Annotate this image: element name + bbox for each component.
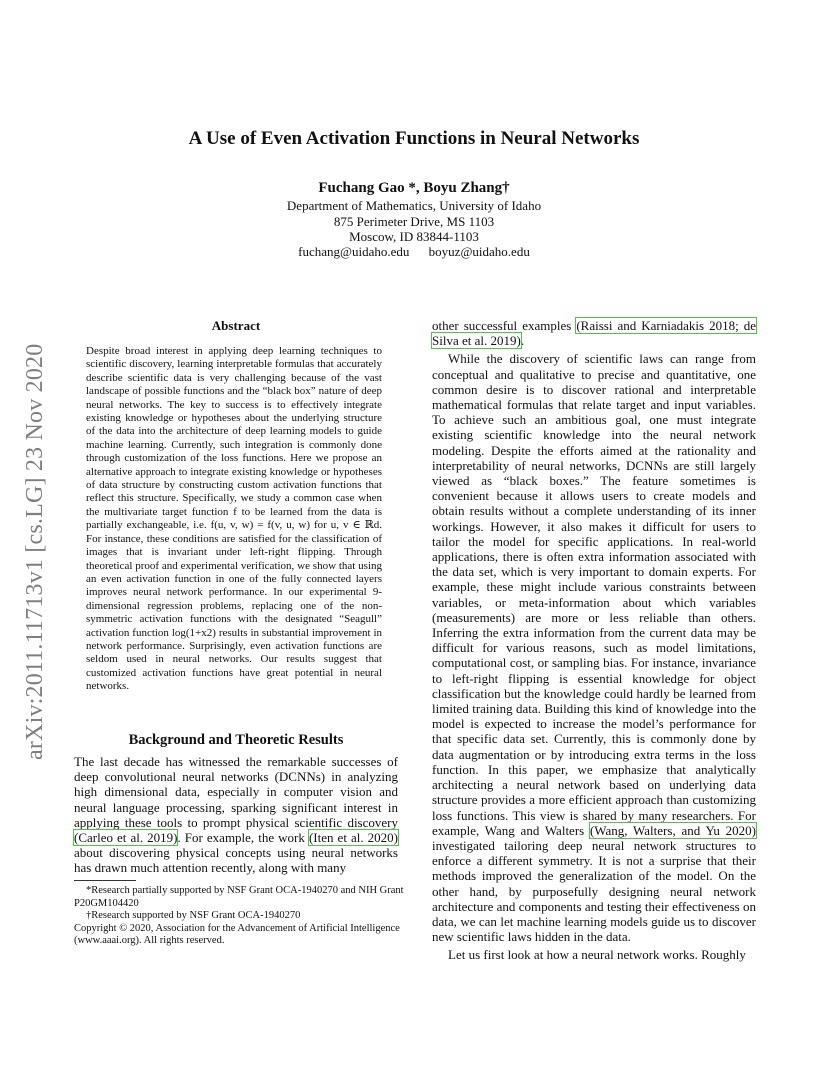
citation-link[interactable]: (Raissi and Karniadakis 2018; de Silva et al. 2019) bbox=[432, 318, 756, 349]
email-link[interactable]: fuchang@uidaho.edu bbox=[298, 244, 410, 259]
body-text: . bbox=[520, 333, 525, 349]
affiliation-line: 875 Perimeter Drive, MS 1103 bbox=[333, 214, 495, 229]
affiliation-line: Moscow, ID 83844-1103 bbox=[349, 229, 479, 244]
body-text: about discovering physical concepts using neural networks has drawn much attention recently, along with many bbox=[74, 845, 398, 876]
body-text: While the discovery of scientific laws can range from conceptual and qualitative to precise and quantitative, one common desire is to discover rational and interpretable mathematical formulas that relate target and input variables. To achieve such an ambitious goal, one must integrate existing scientific knowledge into the neural network modeling. Despite the efforts aimed at the rationality and interpretability of neural networks, DCNNs are still largely viewed as “black boxes.” The feature sometimes is convenient because it allows users to create models and obtain results without a complete understanding of its inner workings. However, it also makes it difficult for users to tailor the model for specific applications. In real-world applications, there is often extra information associated with the data set, which is very important to domain experts. For example, these might include various constraints between variables, or meta-information about which variables (measurements) are more or less reliable than others. Inferring the extra information from the current data may be difficult for various reasons, such as model limitations, computational cost, or sampling bias. For instance, invariance to left-right flipping is essential knowledge for object classification but the knowledge could hardly be learned from limited training data. Building this kind of knowledge into the model is expected to increase the model’s performance for that specific data set. Currently, this is commonly done by data augmentation or by introducing extra terms in the loss function. In this paper, we emphasize that analytically architecting a neural network based on underlying data structure provides a more efficient approach than customizing loss functions. This view is shared by many researchers. For example, Wang and Walters bbox=[432, 351, 756, 838]
left-column-body bbox=[74, 754, 398, 876]
affiliation-line: Department of Mathematics, University of Idaho bbox=[286, 198, 542, 213]
paragraph: Let us first look at how a neural network works. Roughly bbox=[448, 947, 746, 963]
arxiv-stamp: arXiv:2011.11713v1 [cs.LG] 23 Nov 2020 bbox=[22, 343, 48, 760]
footnote-rule bbox=[74, 880, 136, 881]
copyright-notice: Copyright © 2020, Association for the Advancement of Artificial Intelligence (www.aaai.org). All rights reserved. bbox=[74, 922, 400, 947]
paragraph bbox=[432, 318, 756, 348]
citation-link[interactable]: (Carleo et al. 2019) bbox=[74, 830, 178, 846]
footnotes bbox=[74, 885, 404, 948]
right-column-body bbox=[432, 318, 756, 963]
paper-authors: Fuchang Gao *, Boyu Zhang† bbox=[318, 180, 510, 196]
body-text: . For example, the work bbox=[177, 830, 309, 846]
footnote: *Research partially supported by NSF Grant OCA-1940270 and NIH Grant P20GM104420 bbox=[74, 885, 404, 909]
abstract-heading: Abstract bbox=[211, 318, 261, 333]
footnote: †Research supported by NSF Grant OCA-1940270 bbox=[86, 910, 301, 922]
section-heading: Background and Theoretic Results bbox=[128, 732, 344, 748]
citation-link[interactable]: (Iten et al. 2020) bbox=[308, 830, 398, 846]
body-text: investigated tailoring deep neural network structures to enforce a different symmetry. It is not a surprise that their methods improved the generalization of the model. On the other hand, by purposefully designing neural network architecture and components and testing their effectiveness on data, we can let machine learning models guide us to discover new scientific laws hidden in the data. bbox=[432, 837, 756, 945]
paragraph bbox=[432, 351, 756, 944]
body-text: The last decade has witnessed the remarkable successes of deep convolutional neural networks (DCNNs) in analyzing high dimensional data, especially in computer vision and neural language processing, sparking significant interest in applying these tools to prompt physical scientific discovery bbox=[74, 754, 398, 830]
abstract-text: Despite broad interest in applying deep learning techniques to scientific discovery, learning interpretable formulas that accurately describe scientific data is very challenging because of the vast landscape of possible functions and the “black box” nature of deep neural networks. The key to success is to effectively integrate existing knowledge or hypotheses about the underlying structure of the data into the architecture of deep learning models to guide machine learning. Currently, such integration is commonly done through customization of the loss functions. Here we propose an alternative approach to integrate existing knowledge or hypotheses of data structure by constructing custom activation functions that reflect this structure. Specifically, we study a common case when the multivariate target function f to be learned from the data is partially exchangeable, i.e. f(u, v, w) = f(v, u, w) for u, v ∈ ℝd. For instance, these conditions are satisfied for the classification of images that is invariant under left-right flipping. Through theoretical proof and experimental verification, we show that using an even activation function in one of the fully connected layers improves neural network performance. In our experimental 9-dimensional regression problems, replacing one of the non-symmetric activation functions with the designated “Seagull” activation function log(1+x2) results in substantial improvement in network performance. Surprisingly, even activation functions are seldom used in neural networks. Our results suggest that customized activation functions have great potential in neural networks. bbox=[86, 345, 382, 693]
author-emails bbox=[0, 244, 828, 260]
paper-title: A Use of Even Activation Functions in Neural Networks bbox=[188, 128, 640, 149]
email-link[interactable]: boyuz@uidaho.edu bbox=[428, 244, 530, 259]
body-text: other successful examples bbox=[432, 318, 577, 333]
citation-link[interactable]: (Wang, Walters, and Yu 2020) bbox=[589, 822, 756, 838]
